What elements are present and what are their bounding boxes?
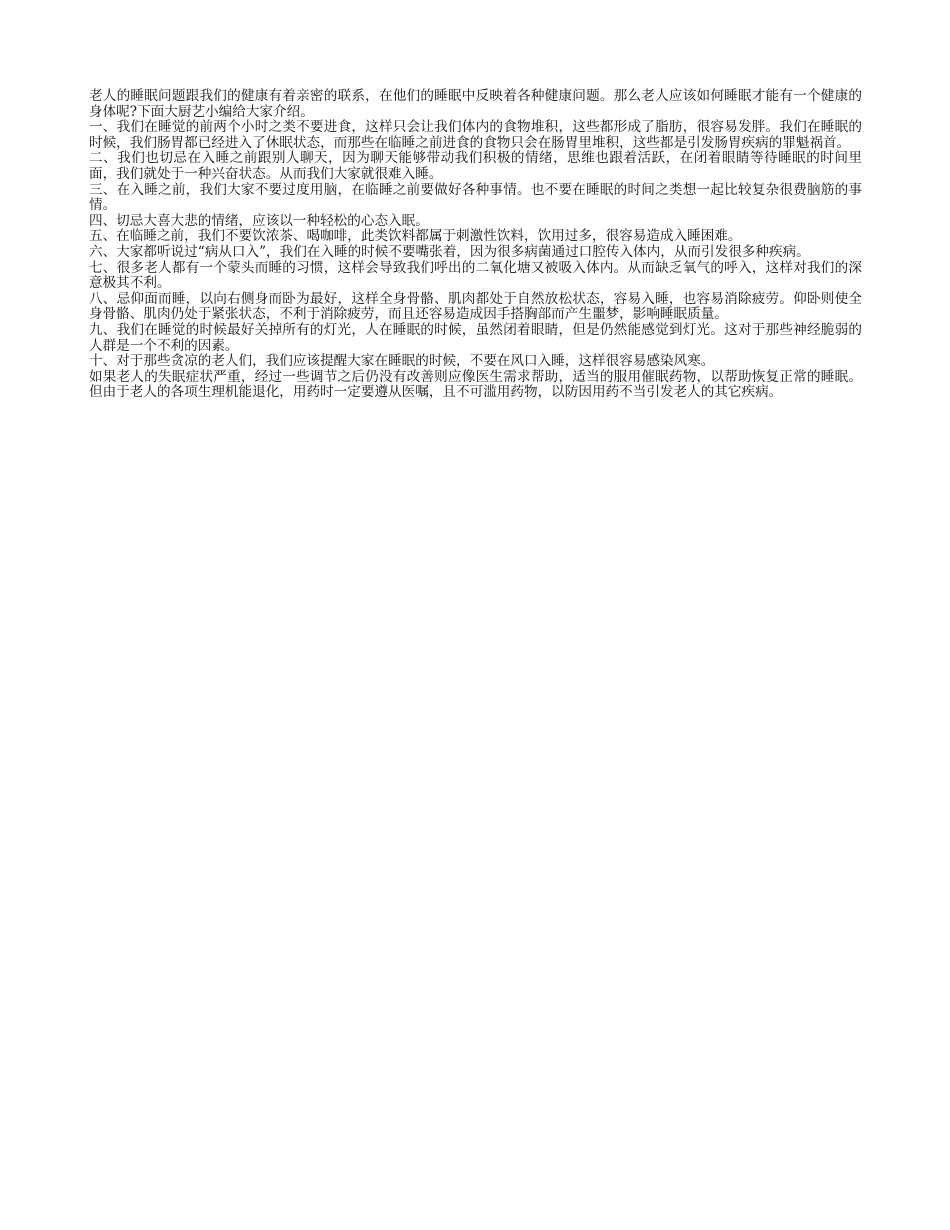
tip-8-paragraph: 八、忌仰面而睡，以向右侧身而卧为最好，这样全身骨骼、肌肉都处于自然放松状态，容易入睡，也容易消除疲劳。仰卧则使全身骨骼、肌肉仍处于紧张状态，不利于消除疲劳，而且还容易造成因手搭胸部而产生噩梦，影响睡眠质量。 (89, 290, 862, 323)
conclusion-paragraph: 如果老人的失眠症状严重，经过一些调节之后仍没有改善则应像医生需求帮助，适当的服用催眠药物，以帮助恢复正常的睡眠。但由于老人的各项生理机能退化，用药时一定要遵从医嘱，且不可滥用药物，以防因用药不当引发老人的其它疾病。 (89, 368, 862, 401)
tip-7-paragraph: 七、很多老人都有一个蒙头而睡的习惯，这样会导致我们呼出的二氧化塘又被吸入体内。从而缺乏氧气的呼入，这样对我们的深意极其不利。 (89, 259, 862, 292)
document-body (89, 89, 862, 401)
tip-5-paragraph: 五、在临睡之前，我们不要饮浓茶、喝咖啡，此类饮料都属于刺激性饮料，饮用过多，很容易造成入睡困难。 (89, 228, 742, 245)
tip-4-paragraph: 四、切忌大喜大悲的情绪，应该以一种轻松的心态入眠。 (89, 212, 429, 229)
tip-1-paragraph: 一、我们在睡觉的前两个小时之类不要进食，这样只会让我们体内的食物堆积，这些都形成了脂肪，很容易发胖。我们在睡眠的时候，我们肠胃都已经进入了休眠状态，而那些在临睡之前进食的食物只会在肠胃里堆积，这些都是引发肠胃疾病的罪魁祸首。 (89, 119, 862, 151)
tip-3-paragraph: 三、在入睡之前，我们大家不要过度用脑，在临睡之前要做好各种事情。也不要在睡眠的时间之类想一起比较复杂很费脑筋的事情。 (89, 181, 862, 214)
tip-10-paragraph: 十、对于那些贪凉的老人们，我们应该提醒大家在睡眠的时候，不要在风口入睡，这样很容易感染风寒。 (89, 353, 715, 370)
intro-paragraph: 老人的睡眠问题跟我们的健康有着亲密的联系，在他们的睡眠中反映着各种健康问题。那么老人应该如何睡眠才能有一个健康的身体呢?下面大厨艺小编给大家介绍。 (89, 88, 862, 120)
tip-6-paragraph: 六、大家都听说过“病从口入”，我们在入睡的时候不要嘴张着，因为很多病菌通过口腔传入体内，从而引发很多种疾病。 (89, 243, 810, 260)
tip-9-paragraph: 九、我们在睡觉的时候最好关掉所有的灯光，人在睡眠的时候，虽然闭着眼睛，但是仍然能感觉到灯光。这对于那些神经脆弱的人群是一个不利的因素。 (89, 321, 862, 354)
tip-2-paragraph: 二、我们也切忌在入睡之前跟别人聊天，因为聊天能够带动我们积极的情绪，思维也跟着活跃，在闭着眼睛等待睡眠的时间里面，我们就处于一种兴奋状态。从而我们大家就很难入睡。 (89, 150, 862, 182)
